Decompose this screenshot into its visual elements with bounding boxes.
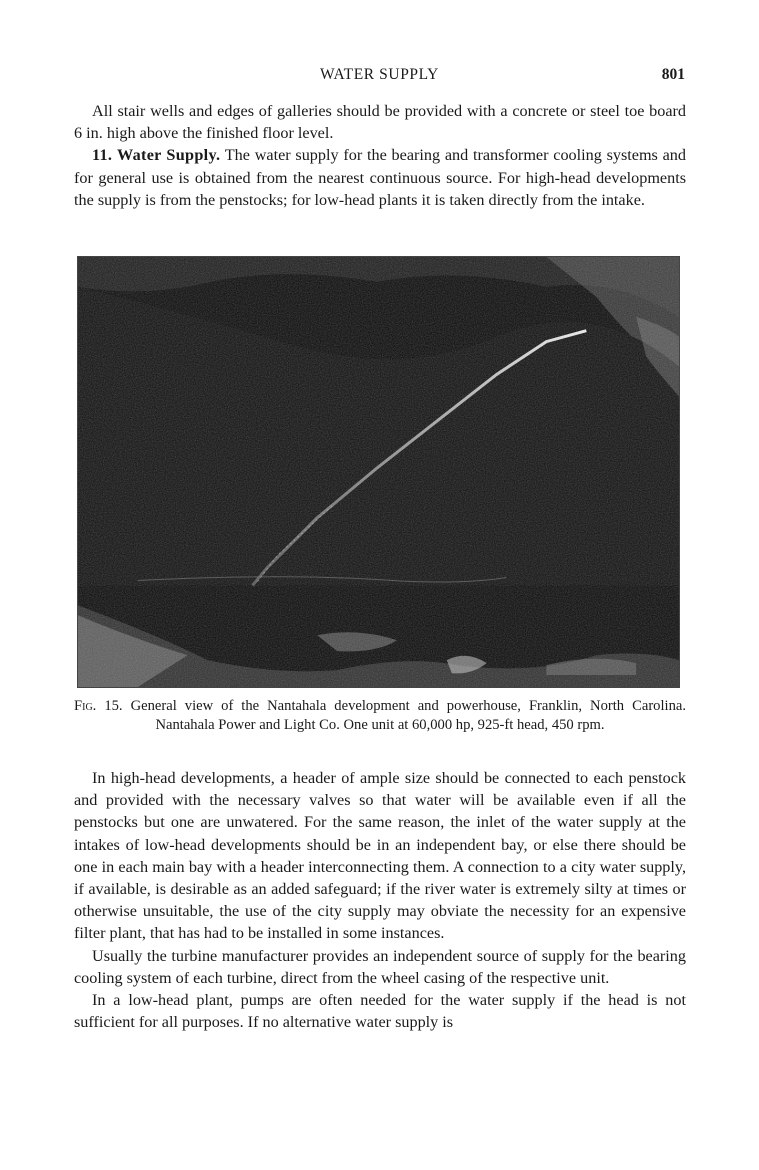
paragraph: Usually the turbine manufacturer provides an independent source of supply for the bearing cooling system of each turbine, direct from the wheel casing of the respective unit. — [74, 946, 686, 987]
paragraph: In high-head developments, a header of ample size should be connected to each penstock and provided with the necessary valves so that water will be available even if all the penstocks but one are unwatered. For the same reason, the inlet of the water supply at the intakes of low-head developments should be in an independent bay, or else there should be one in each main bay with a header interconnecting them. A connection to a city water supply, if available, is desirable as an added safeguard; if the river water is extremely silty at times or otherwise unsuitable, the use of the city supply may obviate the necessity for an expensive filter plant, that has had to be installed in some instances. — [74, 769, 686, 943]
paragraph: All stair wells and edges of galleries should be provided with a concrete or steel toe board 6 in. high above the finished floor level. — [74, 102, 686, 143]
figure-photo — [77, 256, 680, 688]
bottom-text-block — [74, 767, 686, 1033]
section-text: The water supply for the bearing and transformer cooling systems and for general use is obtained from the nearest continuous source. For high-head developments the supply is from the penstocks; for low-head plants it is taken directly from the intake. — [74, 146, 686, 209]
page-header — [74, 66, 685, 90]
figure-caption — [74, 697, 686, 735]
running-title: WATER SUPPLY — [320, 66, 439, 83]
paragraph: In a low-head plant, pumps are often needed for the water supply if the head is not sufficient for all purposes. If no alternative water supply is — [74, 991, 686, 1032]
page-number: 801 — [661, 66, 685, 83]
section-heading: 11. Water Supply. — [92, 146, 221, 165]
figure-caption-text: General view of the Nantahala development and powerhouse, Franklin, North Carolina. Nantahala Power and Light Co. One unit at 60,000 hp, 925-ft head, 450 rpm. — [122, 698, 687, 733]
powerhouse-photo — [78, 257, 679, 687]
top-text-block — [74, 100, 686, 211]
section-paragraph — [74, 144, 686, 211]
figure-label: Fig. 15. — [74, 698, 123, 714]
